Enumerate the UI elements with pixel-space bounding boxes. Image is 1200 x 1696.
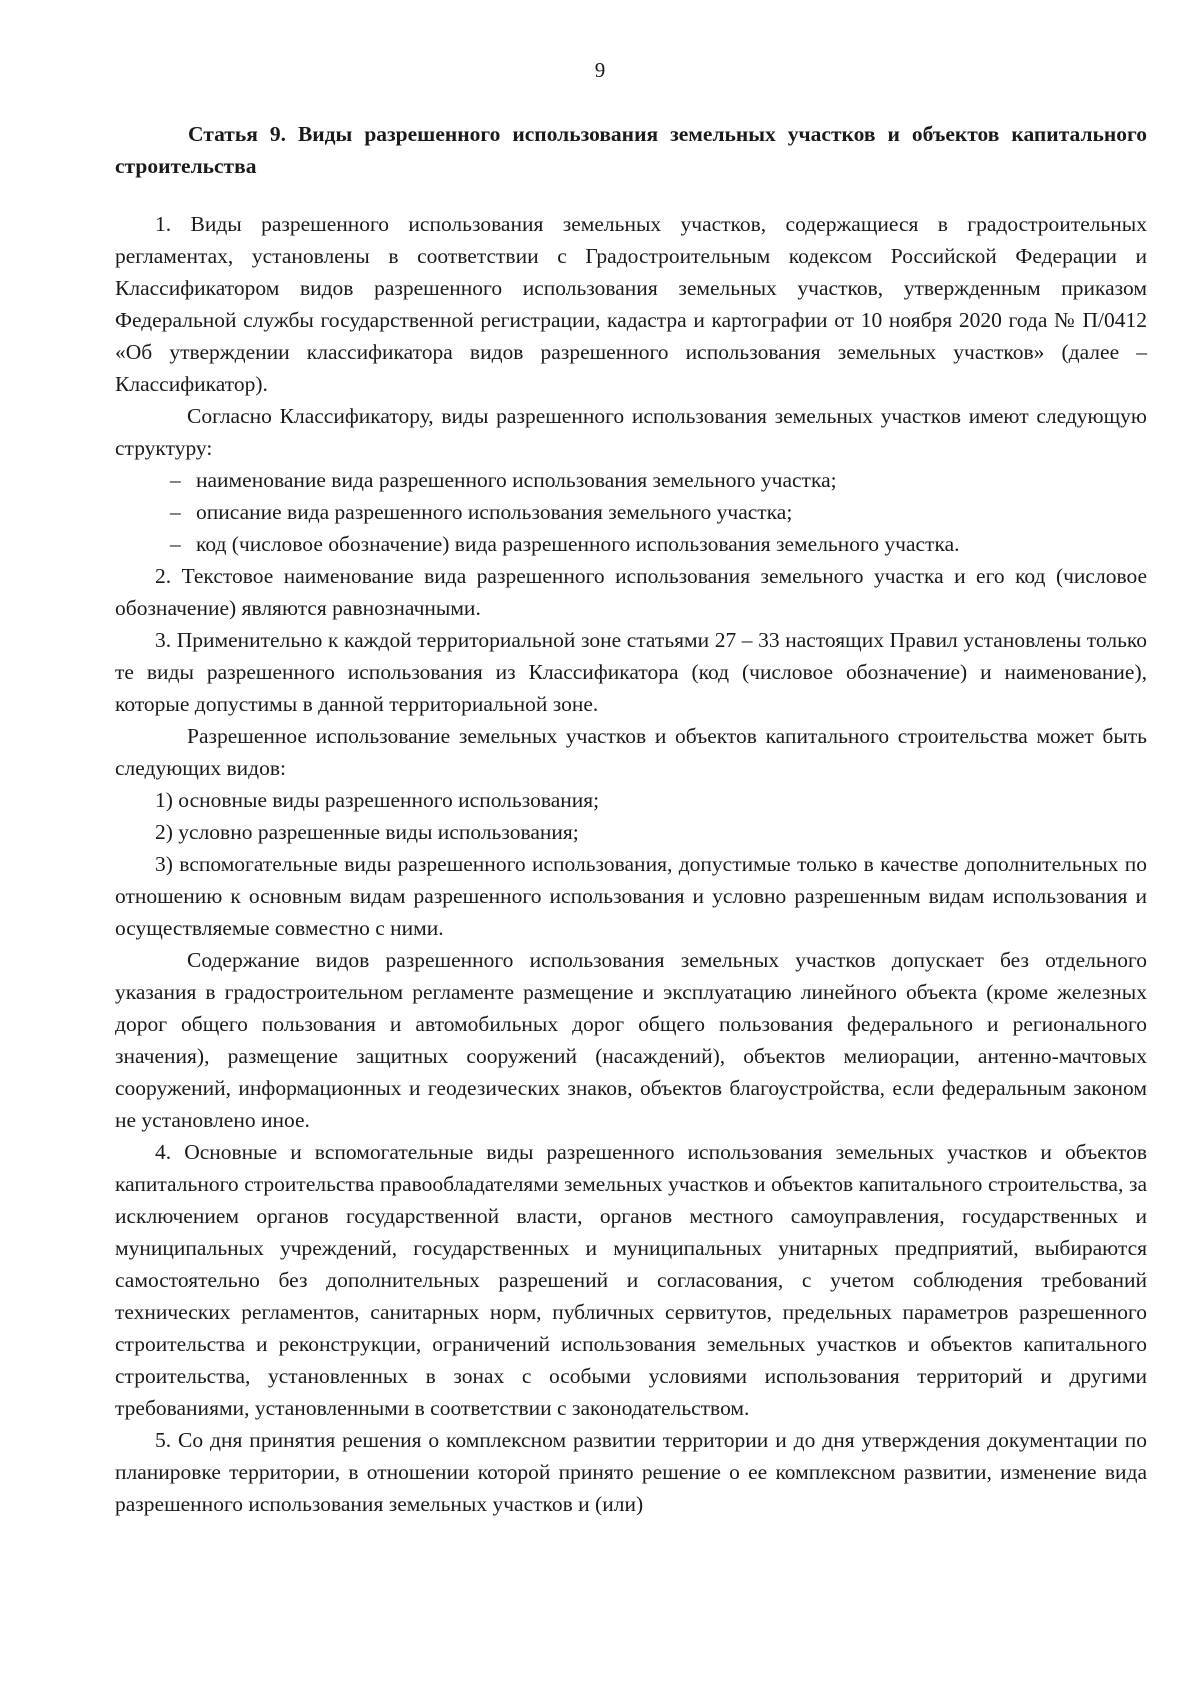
list-item-text: код (числовое обозначение) вида разрешенного использования земельного участка. [196, 532, 960, 556]
dash-bullet: – [170, 532, 181, 556]
numbered-item-2: 2) условно разрешенные виды использования; [155, 820, 579, 844]
list-item-text: описание вида разрешенного использования земельного участка; [196, 500, 793, 524]
paragraph-types-intro: Разрешенное использование земельных участков и объектов капитального строительства может быть следующих видов: [115, 724, 1147, 780]
list-item-text: наименование вида разрешенного использования земельного участка; [196, 468, 837, 492]
list-item [115, 528, 1147, 560]
dash-bullet: – [170, 500, 181, 524]
list-item [115, 464, 1147, 496]
paragraph-1: 1. Виды разрешенного использования земельных участков, содержащиеся в градостроительных регламентах, установлены в соответствии с Градостроительным кодексом Российской Федерации и Классификатором видов разрешенного использования земельных участков, утвержденным приказом Федеральной службы государственной регистрации, кадастра и картографии от 10 ноября 2020 года № П/0412 «Об утверждении классификатора видов разрешенного использования земельных участков» (далее – Классификатор). [115, 212, 1147, 396]
numbered-item-3: 3) вспомогательные виды разрешенного использования, допустимые только в качестве дополнительных по отношению к основным видам разрешенного использования и условно разрешенным видам использования и осуществляемые совместно с ними. [115, 852, 1147, 940]
dash-bullet: – [170, 468, 181, 492]
document-body [115, 118, 1147, 1520]
paragraph-structure-intro: Согласно Классификатору, виды разрешенного использования земельных участков имеют следующую структуру: [115, 404, 1147, 460]
article-heading: Статья 9. Виды разрешенного использования земельных участков и объектов капитального строительства [115, 122, 1147, 178]
paragraph-5: 5. Со дня принятия решения о комплексном развитии территории и до дня утверждения документации по планировке территории, в отношении которой принято решение о ее комплексном развитии, изменение вида разрешенного использования земельных участков и (или) [115, 1428, 1147, 1516]
paragraph-content-types: Содержание видов разрешенного использования земельных участков допускает без отдельного указания в градостроительном регламенте размещение и эксплуатацию линейного объекта (кроме железных дорог общего пользования и автомобильных дорог общего пользования федерального и регионального значения), размещение защитных сооружений (насаждений), объектов мелиорации, антенно-мачтовых сооружений, информационных и геодезических знаков, объектов благоустройства, если федеральным законом не установлено иное. [115, 948, 1147, 1132]
list-item [115, 496, 1147, 528]
page-number: 9 [594, 58, 606, 82]
numbered-item-1: 1) основные виды разрешенного использования; [155, 788, 600, 812]
paragraph-2: 2. Текстовое наименование вида разрешенного использования земельного участка и его код (числовое обозначение) являются равнозначными. [115, 564, 1147, 620]
paragraph-4: 4. Основные и вспомогательные виды разрешенного использования земельных участков и объектов капитального строительства правообладателями земельных участков и объектов капитального строительства, за исключением органов государственной власти, органов местного самоуправления, государственных и муниципальных учреждений, государственных и муниципальных унитарных предприятий, выбираются самостоятельно без дополнительных разрешений и согласования, с учетом соблюдения требований технических регламентов, санитарных норм, публичных сервитутов, предельных параметров разрешенного строительства и реконструкции, ограничений использования земельных участков и объектов капитального строительства, установленных в зонах с особыми условиями использования территорий и другими требованиями, установленными в соответствии с законодательством. [115, 1140, 1147, 1420]
paragraph-3: 3. Применительно к каждой территориальной зоне статьями 27 – 33 настоящих Правил установлены только те виды разрешенного использования из Классификатора (код (числовое обозначение) и наименование), которые допустимы в данной территориальной зоне. [115, 628, 1147, 716]
